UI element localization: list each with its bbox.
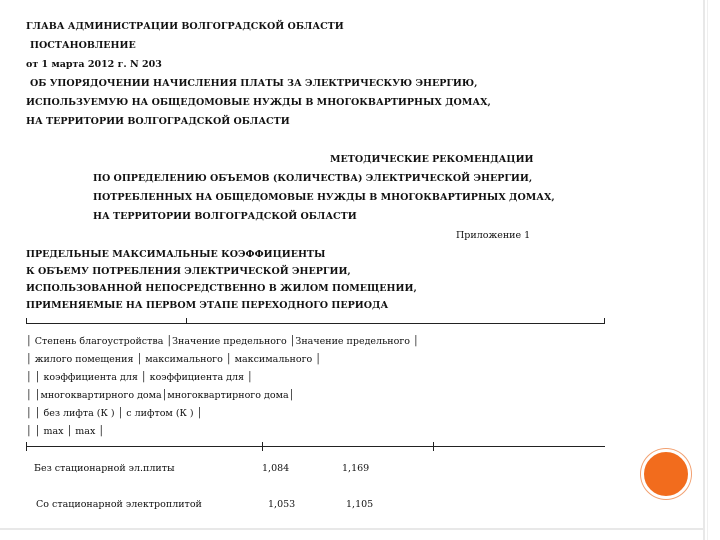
- header-date: от 1 марта 2012 г. N 203: [26, 59, 162, 70]
- table-header-separator: [26, 446, 605, 447]
- table-header-row-5: │ │ без лифта (К ) │ с лифтом (К ) │: [26, 408, 203, 419]
- table-top-tick-mid: [186, 318, 187, 324]
- table-sep-tick-mid: [262, 442, 263, 451]
- recommendations-line-2: ПО ОПРЕДЕЛЕНИЮ ОБЪЕМОВ (КОЛИЧЕСТВА) ЭЛЕКТРИЧЕСКОЙ ЭНЕРГИИ,: [93, 173, 533, 184]
- table-header-row-4: │ │многоквартирного дома│многоквартирного дома│: [26, 390, 295, 401]
- coefficients-line-4: ПРИМЕНЯЕМЫЕ НА ПЕРВОМ ЭТАПЕ ПЕРЕХОДНОГО ПЕРИОДА: [26, 300, 389, 311]
- coefficients-line-1: ПРЕДЕЛЬНЫЕ МАКСИМАЛЬНЫЕ КОЭФФИЦИЕНТЫ: [26, 249, 326, 260]
- table-top-tick-right: [604, 318, 605, 324]
- recommendations-line-4: НА ТЕРРИТОРИИ ВОЛГОГРАДСКОЙ ОБЛАСТИ: [93, 211, 357, 222]
- table-cell-with-lift: 1,105: [346, 499, 374, 510]
- table-header-row-6: │ │ max │ max │: [26, 426, 105, 437]
- table-header-row-2: │ жилого помещения │ максимального │ максимального │: [26, 354, 322, 365]
- header-decree: ПОСТАНОВЛЕНИЕ: [30, 40, 136, 51]
- table-row-label: Со стационарной электроплитой: [36, 499, 202, 510]
- recommendations-heading: МЕТОДИЧЕСКИЕ РЕКОМЕНДАЦИИ: [330, 154, 534, 165]
- table-sep-tick-right: [433, 442, 434, 451]
- table-row-label: Без стационарной эл.плиты: [34, 463, 175, 474]
- decorative-orange-circle: [641, 449, 691, 499]
- title-line-1: ОБ УПОРЯДОЧЕНИИ НАЧИСЛЕНИЯ ПЛАТЫ ЗА ЭЛЕКТРИЧЕСКУЮ ЭНЕРГИЮ,: [30, 78, 478, 89]
- table-cell-without-lift: 1,053: [268, 499, 296, 510]
- table-header-row-1: │ Степень благоустройства │Значение предельного │Значение предельного │: [26, 336, 419, 347]
- table-top-tick-left: [26, 318, 27, 324]
- table-header-row-3: │ │ коэффициента для │ коэффициента для │: [26, 372, 253, 383]
- table-cell-without-lift: 1,084: [262, 463, 290, 474]
- table-top-border: [26, 323, 605, 324]
- slide-frame-right: [703, 0, 705, 540]
- header-authority: ГЛАВА АДМИНИСТРАЦИИ ВОЛГОГРАДСКОЙ ОБЛАСТИ: [26, 21, 344, 32]
- appendix-label: Приложение 1: [456, 230, 531, 241]
- table-sep-tick-left: [26, 442, 27, 451]
- slide-frame-bottom: [0, 528, 705, 530]
- title-line-3: НА ТЕРРИТОРИИ ВОЛГОГРАДСКОЙ ОБЛАСТИ: [26, 116, 290, 127]
- coefficients-line-3: ИСПОЛЬЗОВАННОЙ НЕПОСРЕДСТВЕННО В ЖИЛОМ ПОМЕЩЕНИИ,: [26, 283, 417, 294]
- slide-frame-right-inner: [707, 0, 708, 540]
- table-cell-with-lift: 1,169: [342, 463, 370, 474]
- coefficients-line-2: К ОБЪЕМУ ПОТРЕБЛЕНИЯ ЭЛЕКТРИЧЕСКОЙ ЭНЕРГИИ,: [26, 266, 351, 277]
- title-line-2: ИСПОЛЬЗУЕМУЮ НА ОБЩЕДОМОВЫЕ НУЖДЫ В МНОГОКВАРТИРНЫХ ДОМАХ,: [26, 97, 491, 108]
- recommendations-line-3: ПОТРЕБЛЕННЫХ НА ОБЩЕДОМОВЫЕ НУЖДЫ В МНОГОКВАРТИРНЫХ ДОМАХ,: [93, 192, 555, 203]
